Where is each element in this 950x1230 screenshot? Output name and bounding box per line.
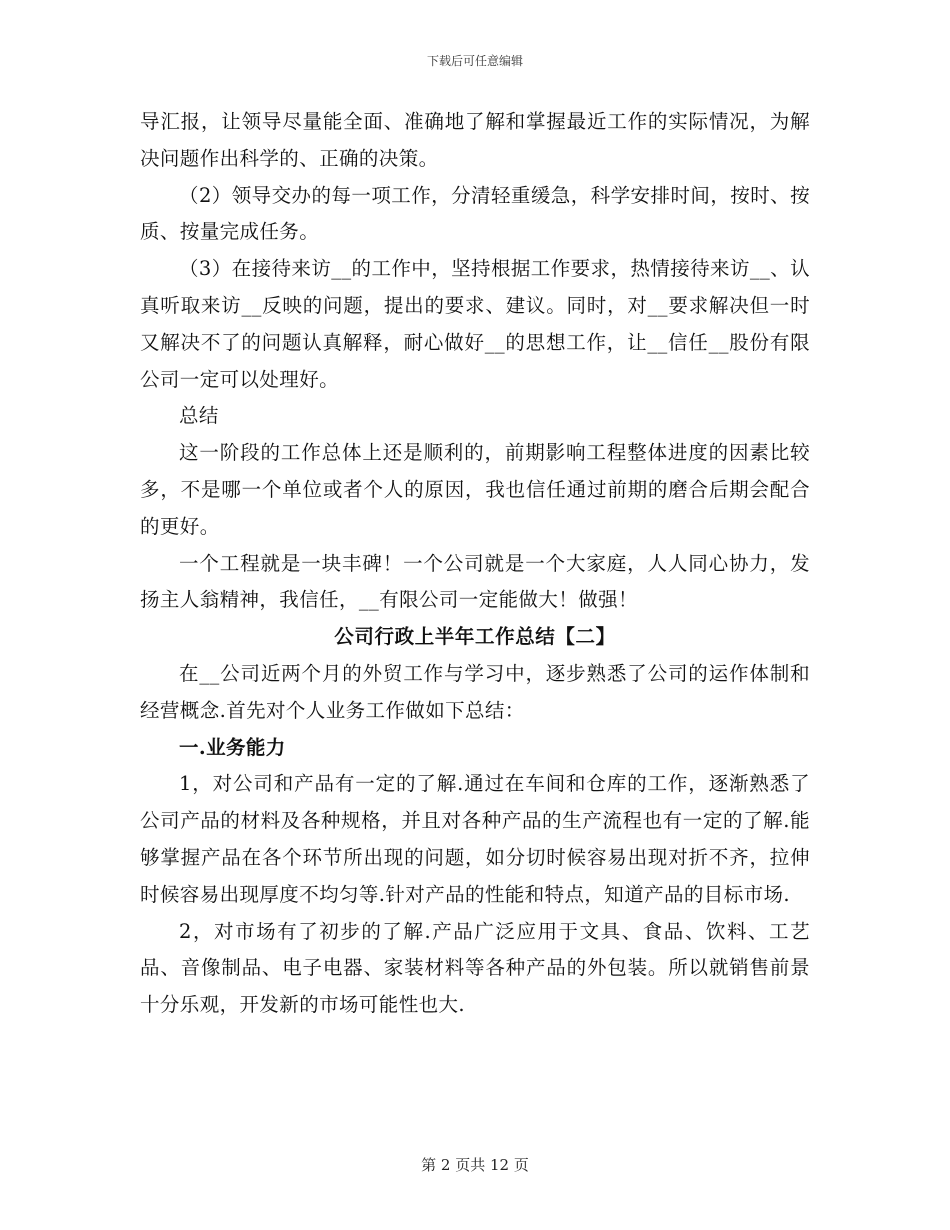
- paragraph-closing: 一个工程就是一块丰碑！一个公司就是一个大家庭，人人同心协力，发扬主人翁精神，我信任，__有限公司一定能做大！做强！: [140, 551, 810, 612]
- paragraph-point-1: 1，对公司和产品有一定的了解.通过在车间和仓库的工作，逐渐熟悉了公司产品的材料及各种规格，并且对各种产品的生产流程也有一定的了解.能够掌握产品在各个环节所出现的问题，如分切时候容易出现对折不齐，拉伸时候容易出现厚度不均匀等.针对产品的性能和特点，知道产品的目标市场.: [140, 772, 810, 906]
- page-footer: 第 2 页共 12 页: [421, 1156, 529, 1174]
- page-header: 下载后可任意编辑: [426, 54, 523, 68]
- paragraph-continuation: 导汇报，让领导尽量能全面、准确地了解和掌握最近工作的实际情况，为解决问题作出科学的、正确的决策。: [140, 110, 810, 170]
- document-body: [140, 104, 810, 1024]
- paragraph-item-3: （3）在接待来访__的工作中，坚持根据工作要求，热情接待来访__、认真听取来访__反映的问题，提出的要求、建议。同时，对__要求解决但一时又解决不了的问题认真解释，耐心做好__的思想工作，让__信任__股份有限公司一定可以处理好。: [140, 257, 810, 391]
- paragraph-item-2: （2）领导交办的每一项工作，分清轻重缓急，科学安排时间，按时、按质、按量完成任务。: [140, 183, 810, 244]
- paragraph-intro: 在__公司近两个月的外贸工作与学习中，逐步熟悉了公司的运作体制和经营概念.首先对个人业务工作做如下总结：: [140, 661, 810, 722]
- paragraph-summary: 这一阶段的工作总体上还是顺利的，前期影响工程整体进度的因素比较多，不是哪一个单位或者个人的原因，我也信任通过前期的磨合后期会配合的更好。: [140, 441, 810, 538]
- section-title: 公司行政上半年工作总结【二】: [334, 625, 616, 649]
- paragraph-point-2: 2，对市场有了初步的了解.产品广泛应用于文具、食品、饮料、工艺品、音像制品、电子电器、家装材料等各种产品的外包装。所以就销售前景十分乐观，开发新的市场可能性也大.: [140, 919, 810, 1017]
- subheading-business-ability: 一.业务能力: [179, 735, 286, 759]
- section-label-summary: 总结: [179, 404, 219, 428]
